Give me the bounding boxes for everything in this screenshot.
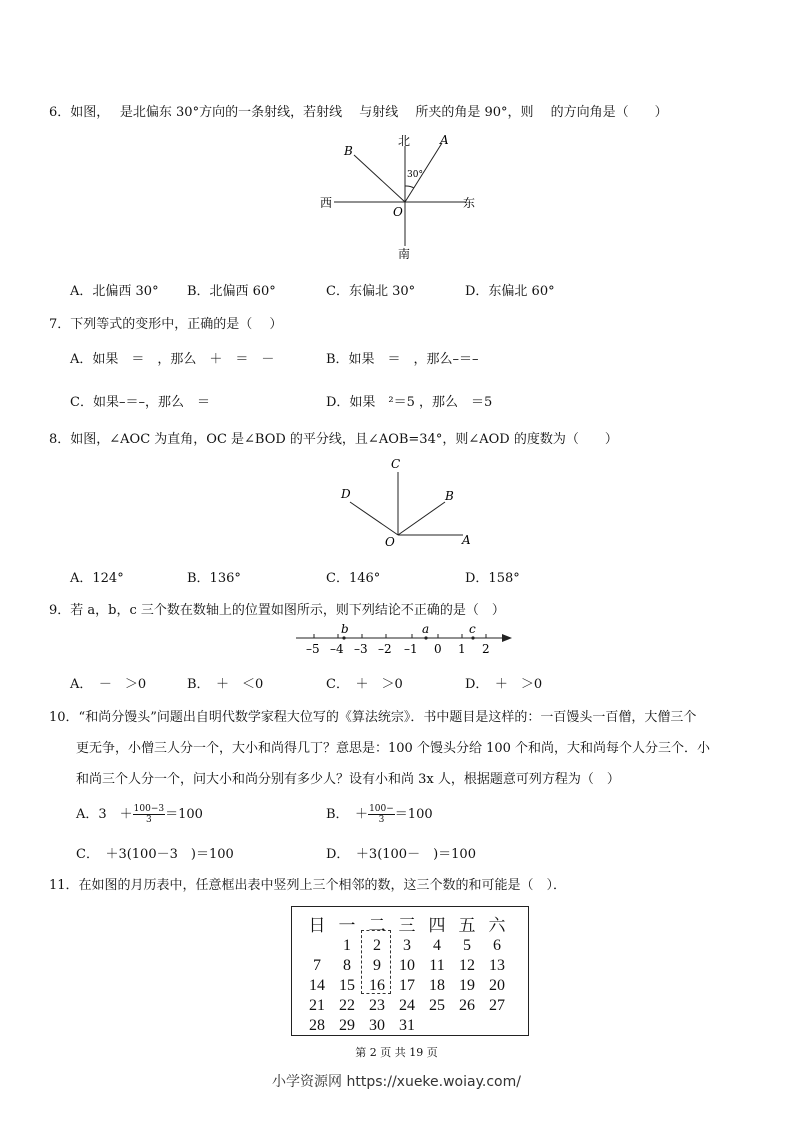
q10-stem-line1: 10．“和尚分馒头”问题出自明代数学家程大位写的《算法统宗》．书中题目是这样的：一百馒头一百僧，大僧三个 [49,710,697,725]
q9-point-b [342,636,345,639]
q10-option-b[interactable] [326,803,433,825]
calendar-header-cell: 五 [458,916,476,935]
calendar-cell: 6 [493,937,501,954]
q9-option-b[interactable]: B． ＋ ＜0 [187,677,264,692]
q10-stem-line2: 更无争，小僧三人分一个，大小和尚得几丁？意思是：100 个馒头分给 100 个和尚，大和尚每个人分三个．小 [76,741,711,756]
calendar-cell: 7 [313,957,321,974]
q6-option-d[interactable]: D．东偏北 60° [465,284,555,299]
q9-tick-label: 0 [434,642,442,656]
q9-number-line [292,620,517,658]
q9-axis-arrow [502,634,512,642]
calendar-cell: 5 [463,937,471,954]
q10-option-a-numerator: 100−3 [133,804,165,814]
q10-option-b-fraction [368,804,395,825]
q8-label-a: A [462,533,471,547]
q8-stem: 8．如图，∠AOC 为直角，OC 是∠BOD 的平分线，且∠AOB=34°，则∠AOD 的度数为（ ） [49,432,618,447]
q8-option-a[interactable]: A．124° [70,571,124,586]
q8-ray-od [350,502,398,535]
q9-tick-label: 1 [458,642,466,656]
q6-label-b: B [344,144,353,158]
q9-tick-label: –1 [404,642,418,656]
q10-option-c[interactable]: C． ＋3(100－3 )＝100 [76,847,234,862]
q10-option-a-lead: A．3 ＋ [76,807,133,822]
q7-option-c[interactable]: C．如果–＝–，那么 ＝ [70,395,210,410]
q10-option-a-denominator: 3 [146,815,152,825]
calendar-cell: 10 [399,957,415,974]
q6-option-c[interactable]: C．东偏北 30° [326,284,416,299]
q10-option-d[interactable]: D． ＋3(100－ )＝100 [326,847,476,862]
calendar-cell: 21 [309,997,325,1014]
calendar-cell: 14 [309,977,325,994]
q9-label-c: c [469,622,476,636]
calendar-cell: 23 [369,997,385,1014]
q6-option-b[interactable]: B．北偏西 60° [187,284,276,299]
watermark: 小学资源网 https://xueke.woiay.com/ [272,1074,521,1090]
calendar-header-cell: 三 [398,916,416,935]
q8-ray-ob [398,502,445,535]
q6-label-o: O [393,205,403,219]
calendar-cell: 31 [399,1017,415,1034]
q10-option-b-denominator: 3 [378,815,385,825]
calendar-cell: 20 [489,977,505,994]
q8-figure [335,452,485,552]
q6-label-north: 北 [398,134,411,148]
q9-option-a[interactable]: A． － ＞0 [70,677,147,692]
q10-option-b-lead: B． ＋ [326,807,369,822]
calendar-cell [452,1016,482,1036]
q10-option-b-tail: ＝100 [394,807,433,822]
q9-tick-label: –2 [378,642,392,656]
q10-stem-line3: 和尚三个人分一个，问大小和尚分别有多少人？设有小和尚 3x 人，根据题意可列方程为（ ） [76,772,620,787]
q6-angle-label: 30° [407,170,423,180]
q7-stem: 7．下列等式的变形中，正确的是（ ） [49,317,283,332]
q9-tick-label: 2 [482,642,490,656]
calendar-row [302,1016,512,1036]
q8-label-b: B [445,489,454,503]
q8-option-c[interactable]: C．146° [326,571,381,586]
calendar-header-cell: 四 [428,916,446,935]
calendar-cell [302,936,332,956]
q9-ticks [314,634,486,638]
calendar-cell: 3 [403,937,411,954]
calendar-cell: 24 [399,997,415,1014]
calendar-cell: 30 [369,1017,385,1034]
calendar-row [302,976,512,996]
q6-ray-ob [354,155,405,202]
calendar-header-cell: 一 [338,916,356,935]
q11-stem: 11．在如图的月历表中，任意框出表中竖列上三个相邻的数，这三个数的和可能是（ ）． [49,878,567,893]
calendar-cell: 19 [459,977,475,994]
calendar-row [302,936,512,956]
calendar-cell: 22 [339,997,355,1014]
calendar-cell: 8 [343,957,351,974]
q6-option-a[interactable]: A．北偏西 30° [70,284,159,299]
calendar-header-cell: 六 [488,916,506,935]
calendar-cell: 2 [373,937,381,954]
q8-label-d: D [341,487,351,501]
calendar-cell: 16 [369,977,385,994]
calendar-cell: 26 [459,997,475,1014]
q6-label-a: A [440,133,449,147]
calendar-cell: 29 [339,1017,355,1034]
calendar-cell [482,1016,512,1036]
calendar-cell: 9 [373,957,381,974]
calendar-cell: 11 [429,957,445,974]
q8-label-c: C [391,457,401,471]
calendar-cell: 15 [339,977,355,994]
calendar-row [302,956,512,976]
q7-option-b[interactable]: B．如果 ＝ ，那么–＝– [326,352,479,367]
calendar-table [291,906,529,1036]
calendar-row [302,996,512,1016]
calendar-header-cell: 二 [368,916,386,935]
q9-stem: 9．若 a，b，c 三个数在数轴上的位置如图所示，则下列结论不正确的是（ ） [49,603,505,618]
q7-option-d[interactable]: D．如果 ²＝5 ，那么 ＝5 [326,395,493,410]
q6-label-south: 南 [398,247,411,261]
q6-label-west: 西 [320,196,333,210]
q9-label-b: b [341,622,349,636]
q9-tick-label: –4 [330,642,344,656]
calendar-cell: 28 [309,1017,325,1034]
q9-tick-label: –3 [354,642,368,656]
q8-option-b[interactable]: B．136° [187,571,241,586]
q9-tick-label: –5 [306,642,320,656]
calendar-cell: 4 [433,937,441,954]
calendar-dashed-selection [361,930,391,994]
q9-point-c [471,636,474,639]
q6-angle-arc [405,186,414,188]
q9-option-d[interactable]: D． ＋ ＞0 [465,677,543,692]
calendar-cell: 13 [489,957,505,974]
q7-option-a[interactable]: A．如果 ＝ ，那么 ＋ ＝ － [70,352,275,367]
q6-stem: 6．如图， 是北偏东 30°方向的一条射线，若射线 与射线 所夹的角是 90°，则 的方向角是（ ） [49,105,668,120]
calendar-cell: 12 [459,957,475,974]
page-number: 第 2 页 共 19 页 [355,1046,438,1059]
q8-label-o: O [385,535,395,549]
q6-label-east: 东 [463,196,476,210]
q10-option-a-tail: ＝100 [165,807,203,822]
calendar-cell: 25 [429,997,445,1014]
q9-point-a [424,636,427,639]
calendar-cell: 27 [489,997,505,1014]
calendar-header-row [302,911,512,936]
q10-option-a-fraction [133,804,165,825]
calendar-header-cell: 日 [308,916,326,935]
calendar-cell [422,1016,452,1036]
calendar-cell: 1 [343,937,351,954]
calendar-cell: 17 [399,977,415,994]
q9-option-c[interactable]: C． ＋ ＞0 [326,677,403,692]
q9-label-a: a [422,622,430,636]
q6-figure [320,128,490,263]
q8-option-d[interactable]: D．158° [465,571,520,586]
q10-option-a[interactable] [76,803,203,825]
calendar-cell: 18 [429,977,445,994]
q10-option-b-numerator: 100− [369,804,394,814]
